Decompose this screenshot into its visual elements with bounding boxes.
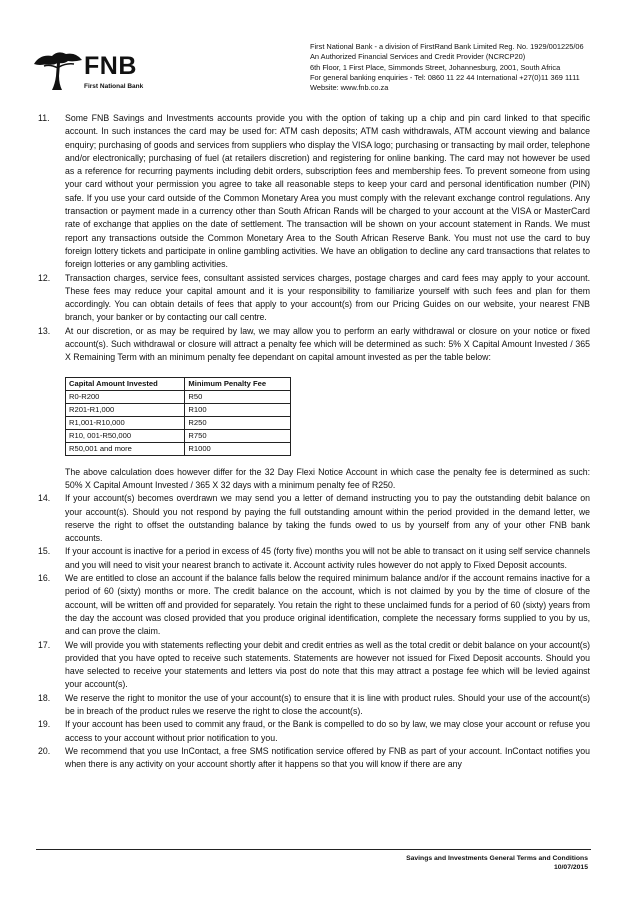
clause-number: 15.: [38, 546, 51, 557]
clause-19: [38, 718, 590, 745]
table-cell: R1000: [185, 442, 291, 455]
clause-number: 19.: [38, 719, 51, 730]
clause-12: [38, 272, 590, 325]
table-cell: R100: [185, 403, 291, 416]
table-row: [66, 390, 291, 403]
clause-14: [38, 492, 590, 545]
clause-15: [38, 545, 590, 572]
clause-number: 18.: [38, 692, 51, 703]
header-line: Website: www.fnb.co.za: [310, 83, 389, 93]
clause-number: 17.: [38, 639, 51, 650]
table-cell: R0-R200: [66, 390, 185, 403]
table-row: [66, 416, 291, 429]
table-header-row: [66, 377, 291, 390]
bank-header-info: [310, 42, 610, 93]
terms-content: [38, 112, 590, 771]
clause-text: If your account(s) becomes overdrawn we may send you a letter of demand instructing you to pay the outstanding debit balance on your account(s). Should you not respond by paying the full outstanding amount within the period provided in the demand letter, we reserve the right to offset the outstanding balance by taking the funds owed to us by yourself from any of your other FNB bank accounts.: [65, 493, 590, 544]
clause-number: 13.: [38, 325, 51, 336]
footer-title: Savings and Investments General Terms and Conditions: [406, 855, 588, 862]
logo-subtext: First National Bank: [84, 83, 144, 90]
clause-13: [38, 325, 590, 365]
table-cell: R10, 001-R50,000: [66, 429, 185, 442]
clause-text: We will provide you with statements reflecting your debit and credit entries as well as the total credit or debit balance on your account(s) provided that you have opted to receive such statements. Statements are however not issued for Fixed Deposit accounts. Should you have selected to receive your statements and letters via post do note that this may attract a postage fee which will be levied against your account(s).: [65, 639, 590, 690]
header-line: An Authorized Financial Services and Credit Provider (NCRCP20): [310, 52, 526, 62]
table-row: [66, 442, 291, 455]
header-line: 6th Floor, 1 First Place, Simmonds Street, Johannesburg, 2001, South Africa: [310, 62, 561, 72]
clause-number: 16.: [38, 573, 51, 584]
clause-text: If your account has been used to commit any fraud, or the Bank is compelled to do so by law, we may close your account or refuse you access to your account without prior notification to you.: [65, 719, 590, 743]
clause-11: [38, 112, 590, 272]
clause-text: We reserve the right to monitor the use of your account(s) to ensure that it is line with product rules. Should your use of the account(s) be in breach of the product rules we reserve the right to close the account(s).: [65, 692, 590, 716]
table-cell: R50,001 and more: [66, 442, 185, 455]
clause-number: 12.: [38, 272, 51, 283]
table-cell: R250: [185, 416, 291, 429]
table-cell: R50: [185, 390, 291, 403]
clause-text: Transaction charges, service fees, consultant assisted services charges, postage charges and card fees may apply to your account. These fees may reduce your capital amount and it is your responsibility to familiarize yourself with such fees and plan for them accordingly. You can obtain details of fees that apply to your account(s) from our Pricing Guides on our website, your nearest FNB branch, your banker or by contacting our call centre.: [65, 272, 590, 323]
column-header: Minimum Penalty Fee: [185, 377, 291, 390]
tree-icon: [30, 46, 84, 92]
table-cell: R201-R1,000: [66, 403, 185, 416]
clause-18: [38, 692, 590, 719]
clause-number: 14.: [38, 493, 51, 504]
footer-date: 10/07/2015: [553, 864, 588, 871]
clause-text: At our discretion, or as may be required by law, we may allow you to perform an early withdrawal or closure on your notice or fixed account(s). Such withdrawal or closure will attract a penalty fee which will be determined as such: 5% X Capital Amount Invested / 365 X Remaining Term with an minimum penalty fee dependant on capital amount invested as per the table below:: [65, 325, 590, 363]
column-header: Capital Amount Invested: [66, 377, 185, 390]
table-cell: R750: [185, 429, 291, 442]
penalty-fee-table: [65, 377, 291, 456]
clause-text: If your account is inactive for a period in excess of 45 (forty five) months you will not be able to transact on it using self service channels and you will need to visit your nearest branch to activate it. Account activity rules however do not apply to Fixed Deposit accounts.: [65, 546, 590, 570]
table-row: [66, 403, 291, 416]
table-cell: R1,001-R10,000: [66, 416, 185, 429]
footer-divider: [36, 849, 591, 850]
clause-number: 11.: [38, 113, 50, 123]
clause-number: 20.: [38, 745, 51, 756]
clause-text: We recommend that you use InContact, a free SMS notification service offered by FNB as part of your account. InContact notifies you when there is any activity on your account shortly after it happens so that you will know if there are any: [65, 745, 590, 770]
clause-20: [38, 745, 590, 772]
penalty-note: The above calculation does however differ for the 32 Day Flexi Notice Account in which case the penalty fee is determined as such: 50% X Capital Amount Invested / 365 X 32 days with a minimum penalty fee of R250.: [65, 466, 590, 490]
logo-text: FNB: [84, 52, 137, 80]
clause-text: Some FNB Savings and Investments accounts provide you with the option of taking up a chip and pin card linked to that specific account. In such instances the card may be used for: ATM cash deposits; ATM cash withdrawals, ATM account viewing and balance enquiry; purchasing of goods and services from suppliers who display the VISA logo; purchasing or transacting by mail order, telephone and/or electronically; purchasing of fuel (at retailers discretion) and registering for online banking. The card may not however be used as a reference for recurring payments including debit orders, subscription fees and membership fees. To prevent someone from using your card without your permission you agree to take all reasonable steps to keep your card and personal identification number (PIN) safe. If you use your card outside of the Common Monetary Area you must comply with the relevant exchange control regulations. Any transaction or payment made in a currency other than South African Rands will be charged to your account at the VISA or MasterCard rate of exchange that applies on the date of settlement. The transaction will be shown on your account statement in Rands. We must report any transactions outside the Common Monetary Area to the South African Reserve Bank. You must not use the card to buy foreign lottery tickets and participate in online gambling activities. We have an obligation to decline any card transactions that relates to foreign lotteries or any gambling activities.: [65, 113, 590, 270]
clause-16: [38, 572, 590, 638]
header-line: First National Bank - a division of FirstRand Bank Limited Reg. No. 1929/001225/06: [310, 42, 584, 51]
page-footer: [300, 854, 588, 872]
table-row: [66, 429, 291, 442]
header-line: For general banking enquiries - Tel: 0860 11 22 44 International +27(0)11 369 1111: [310, 72, 580, 82]
clause-text: We are entitled to close an account if the balance falls below the required minimum balance and/or if the account remains inactive for a period of 60 (sixty) months or more. The credit balance on the account, which is not claimed by you by the time of closure of the account, will be written off and provided for separately. You retain the right to these unclaimed funds for a period of 60 (sixty) years from the day the account was closed provided that you produce original identification, complete the necessary forms supplied to you by us, and can prove the claim.: [65, 573, 590, 637]
clause-17: [38, 639, 590, 692]
